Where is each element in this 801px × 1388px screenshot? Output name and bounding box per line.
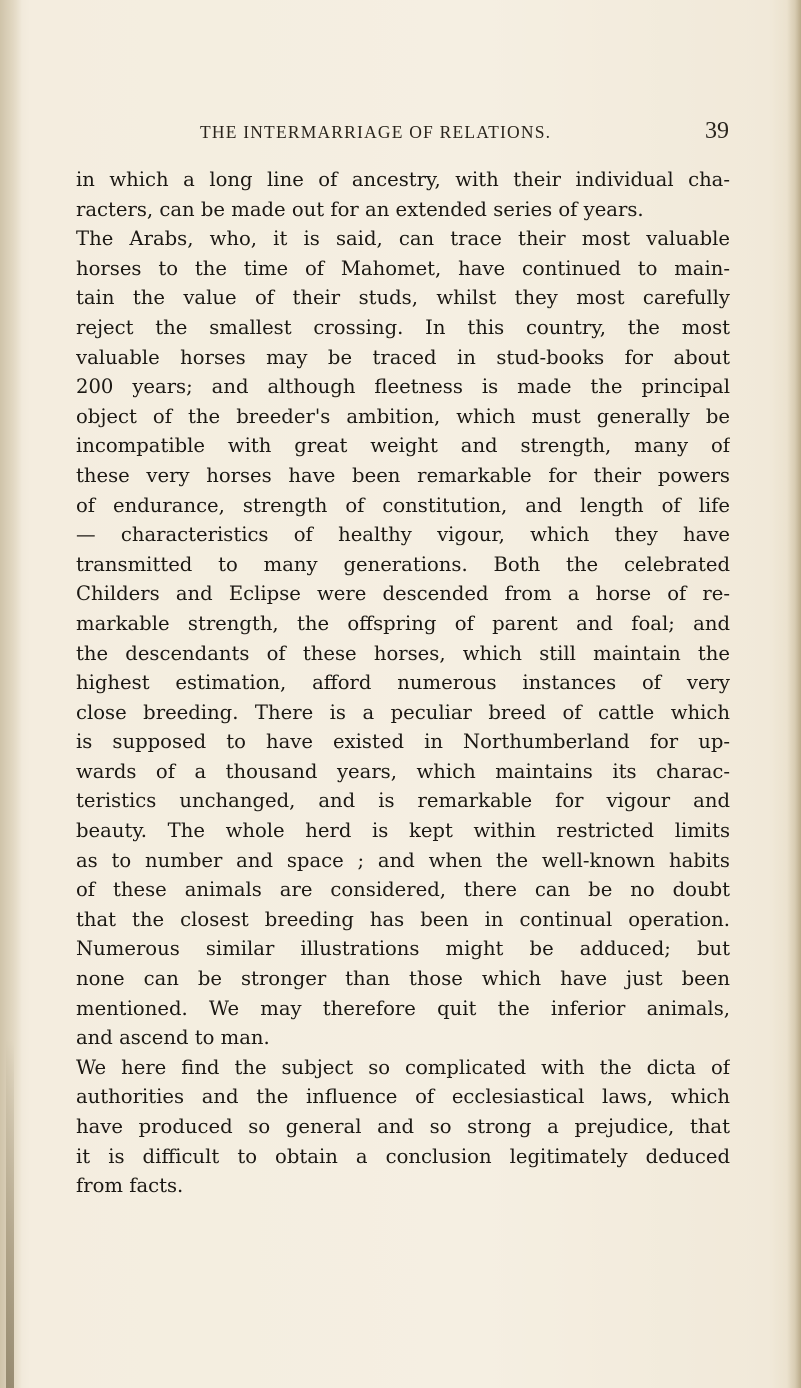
text-line: object of the breeder's ambition, which must generally be: [76, 404, 730, 428]
text-line: valuable horses may be traced in stud-books for about: [76, 345, 730, 369]
text-line: close breeding. There is a peculiar breed of cattle which: [76, 700, 730, 724]
text-line: reject the smallest crossing. In this country, the most: [76, 315, 730, 339]
text-line: have produced so general and so strong a prejudice, that: [76, 1115, 730, 1138]
text-line: in which a long line of ancestry, with their individual cha-: [76, 168, 730, 191]
text-line: — characteristics of healthy vigour, which they have: [76, 523, 730, 547]
text-line: it is difficult to obtain a conclusion legitimately deduced: [76, 1144, 730, 1168]
binding-shadow: [6, 1040, 14, 1388]
text-line: from facts.: [76, 1174, 184, 1198]
text-line: markable strength, the offspring of parent and foal; and: [76, 611, 730, 635]
text-line: mentioned. We may therefore quit the inferior animals,: [76, 996, 730, 1020]
text-line: The Arabs, who, it is said, can trace their most valuable: [76, 227, 730, 251]
text-line: of these animals are considered, there can be no doubt: [76, 878, 730, 902]
text-line: transmitted to many generations. Both the celebrated: [76, 552, 730, 576]
text-line: beauty. The whole herd is kept within restricted limits: [76, 819, 730, 843]
text-line: highest estimation, afford numerous instances of very: [76, 671, 730, 695]
text-line: of endurance, strength of constitution, and length of life: [76, 493, 730, 517]
text-line: Numerous similar illustrations might be adduced; but: [76, 937, 730, 961]
text-line: Childers and Eclipse were descended from a horse of re-: [76, 582, 730, 606]
text-line: racters, can be made out for an extended series of years.: [76, 197, 644, 221]
text-line: and ascend to man.: [76, 1026, 270, 1050]
text-line: that the closest breeding has been in continual operation.: [76, 907, 730, 931]
text-line: teristics unchanged, and is remarkable for vigour and: [76, 789, 730, 813]
page-number: 39: [705, 118, 729, 144]
page-gutter-shadow: [0, 0, 22, 1388]
text-line: tain the value of their studs, whilst they most carefully: [76, 286, 730, 310]
body-text: [76, 165, 730, 1201]
text-line: as to number and space ; and when the well-known habits: [76, 848, 730, 872]
text-line: authorities and the influence of ecclesiastical laws, which: [76, 1085, 730, 1109]
text-line: incompatible with great weight and strength, many of: [76, 434, 730, 458]
text-line: these very horses have been remarkable for their powers: [76, 463, 730, 487]
page-edge-shadow: [787, 0, 801, 1388]
running-head-title: THE INTERMARRIAGE OF RELATIONS.: [200, 122, 552, 142]
text-line: none can be stronger than those which have just been: [76, 967, 730, 991]
text-line: wards of a thousand years, which maintains its charac-: [76, 759, 730, 783]
text-line: the descendants of these horses, which still maintain the: [76, 641, 730, 665]
text-line: horses to the time of Mahomet, have continued to main-: [76, 256, 730, 280]
text-line: is supposed to have existed in Northumberland for up-: [76, 730, 730, 754]
text-line: 200 years; and although fleetness is made the principal: [76, 375, 730, 399]
text-line: We here find the subject so complicated with the dicta of: [76, 1055, 730, 1079]
